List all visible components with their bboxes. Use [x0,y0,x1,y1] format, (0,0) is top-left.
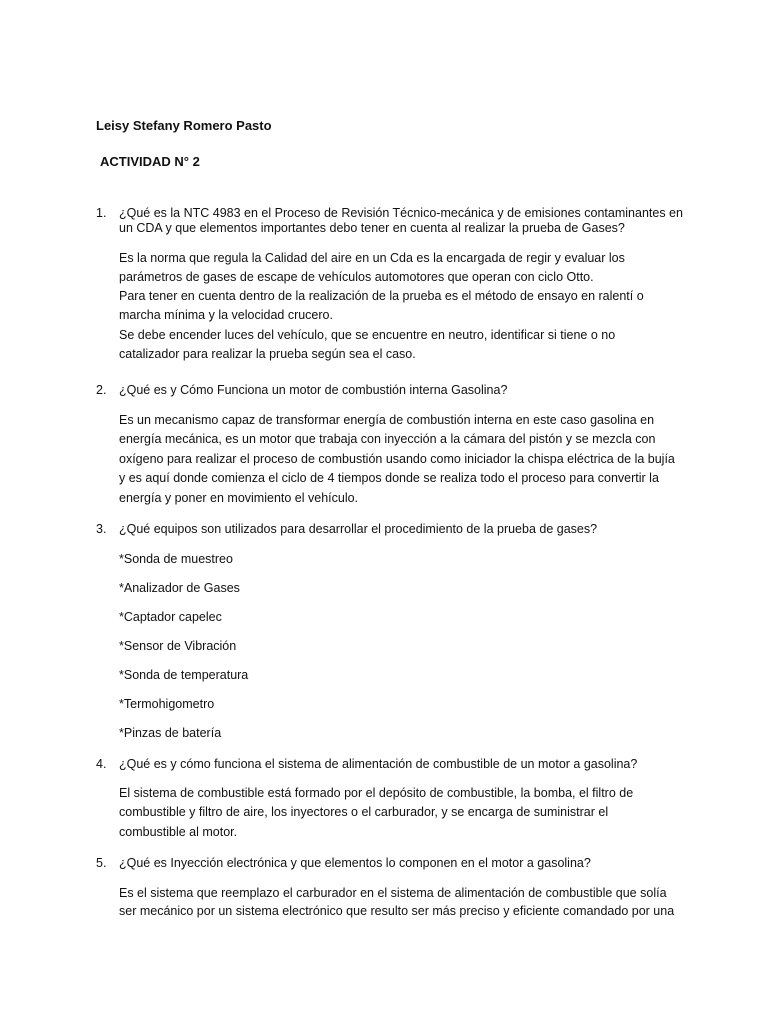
question-4-number: 4. [96,757,107,771]
answer-1-line: marcha mínima y la velocidad crucero. [119,308,333,322]
answer-1-line: Es la norma que regula la Calidad del aire en un Cda es la encargada de regir y evaluar los [119,251,625,265]
answer-1-line: Se debe encender luces del vehículo, que se encuentre en neutro, identificar si tiene o no [119,328,616,342]
answer-2-line: energía mecánica, es un motor que trabaja con inyección a la cámara del pistón y se mezcla con [119,432,656,446]
question-4-text: ¿Qué es y cómo funciona el sistema de alimentación de combustible de un motor a gasolina? [119,757,638,771]
answer-4-line: combustible y filtro de aire, los inyectores o el carburador, y se encarga de suministrar el [119,805,609,819]
equipment-item: *Pinzas de batería [119,726,222,740]
answer-2-line: energía y poner en movimiento el vehículo. [119,491,359,505]
answer-2-line: oxígeno para realizar el proceso de combustión usando como iniciador la chispa eléctrica de la bujía [119,452,675,466]
answer-4-line: combustible al motor. [119,825,238,839]
answer-2-line: Es un mecanismo capaz de transformar energía de combustión interna en este caso gasolina en [119,413,655,427]
activity-title: ACTIVIDAD N° 2 [100,154,200,169]
question-2-number: 2. [96,383,107,397]
question-1-text: un CDA y que elementos importantes debo tener en cuenta al realizar la prueba de Gases? [119,221,625,235]
question-2-text: ¿Qué es y Cómo Funciona un motor de combustión interna Gasolina? [119,383,508,397]
equipment-item: *Sensor de Vibración [119,639,237,653]
question-1-number: 1. [96,206,107,220]
answer-5-line: Es el sistema que reemplazo el carburador en el sistema de alimentación de combustible que solía [119,886,667,900]
answer-1-line: Para tener en cuenta dentro de la realización de la prueba es el método de ensayo en ralentí o [119,289,644,303]
equipment-item: *Sonda de muestreo [119,552,233,566]
author-name: Leisy Stefany Romero Pasto [96,118,272,133]
question-5-number: 5. [96,856,107,870]
question-5-text: ¿Qué es Inyección electrónica y que elementos lo componen en el motor a gasolina? [119,856,591,870]
answer-1-line: catalizador para realizar la prueba según sea el caso. [119,347,416,361]
question-3-text: ¿Qué equipos son utilizados para desarrollar el procedimiento de la prueba de gases? [119,522,598,536]
answer-5-line: ser mecánico por un sistema electrónico que resulto ser más preciso y eficiente comandado por una [119,904,675,918]
equipment-item: *Captador capelec [119,610,222,624]
equipment-item: *Analizador de Gases [119,581,240,595]
answer-1-line: parámetros de gases de escape de vehículos automotores que operan con ciclo Otto. [119,270,594,284]
answer-2-line: y es aquí donde comienza el ciclo de 4 tiempos donde se realiza todo el proceso para convertir la [119,471,659,485]
question-3-number: 3. [96,522,107,536]
answer-4-line: El sistema de combustible está formado por el depósito de combustible, la bomba, el filtro de [119,786,634,800]
equipment-item: *Sonda de temperatura [119,668,249,682]
equipment-item: *Termohigometro [119,697,215,711]
question-1-text: ¿Qué es la NTC 4983 en el Proceso de Revisión Técnico-mecánica y de emisiones contaminantes en [119,206,683,220]
